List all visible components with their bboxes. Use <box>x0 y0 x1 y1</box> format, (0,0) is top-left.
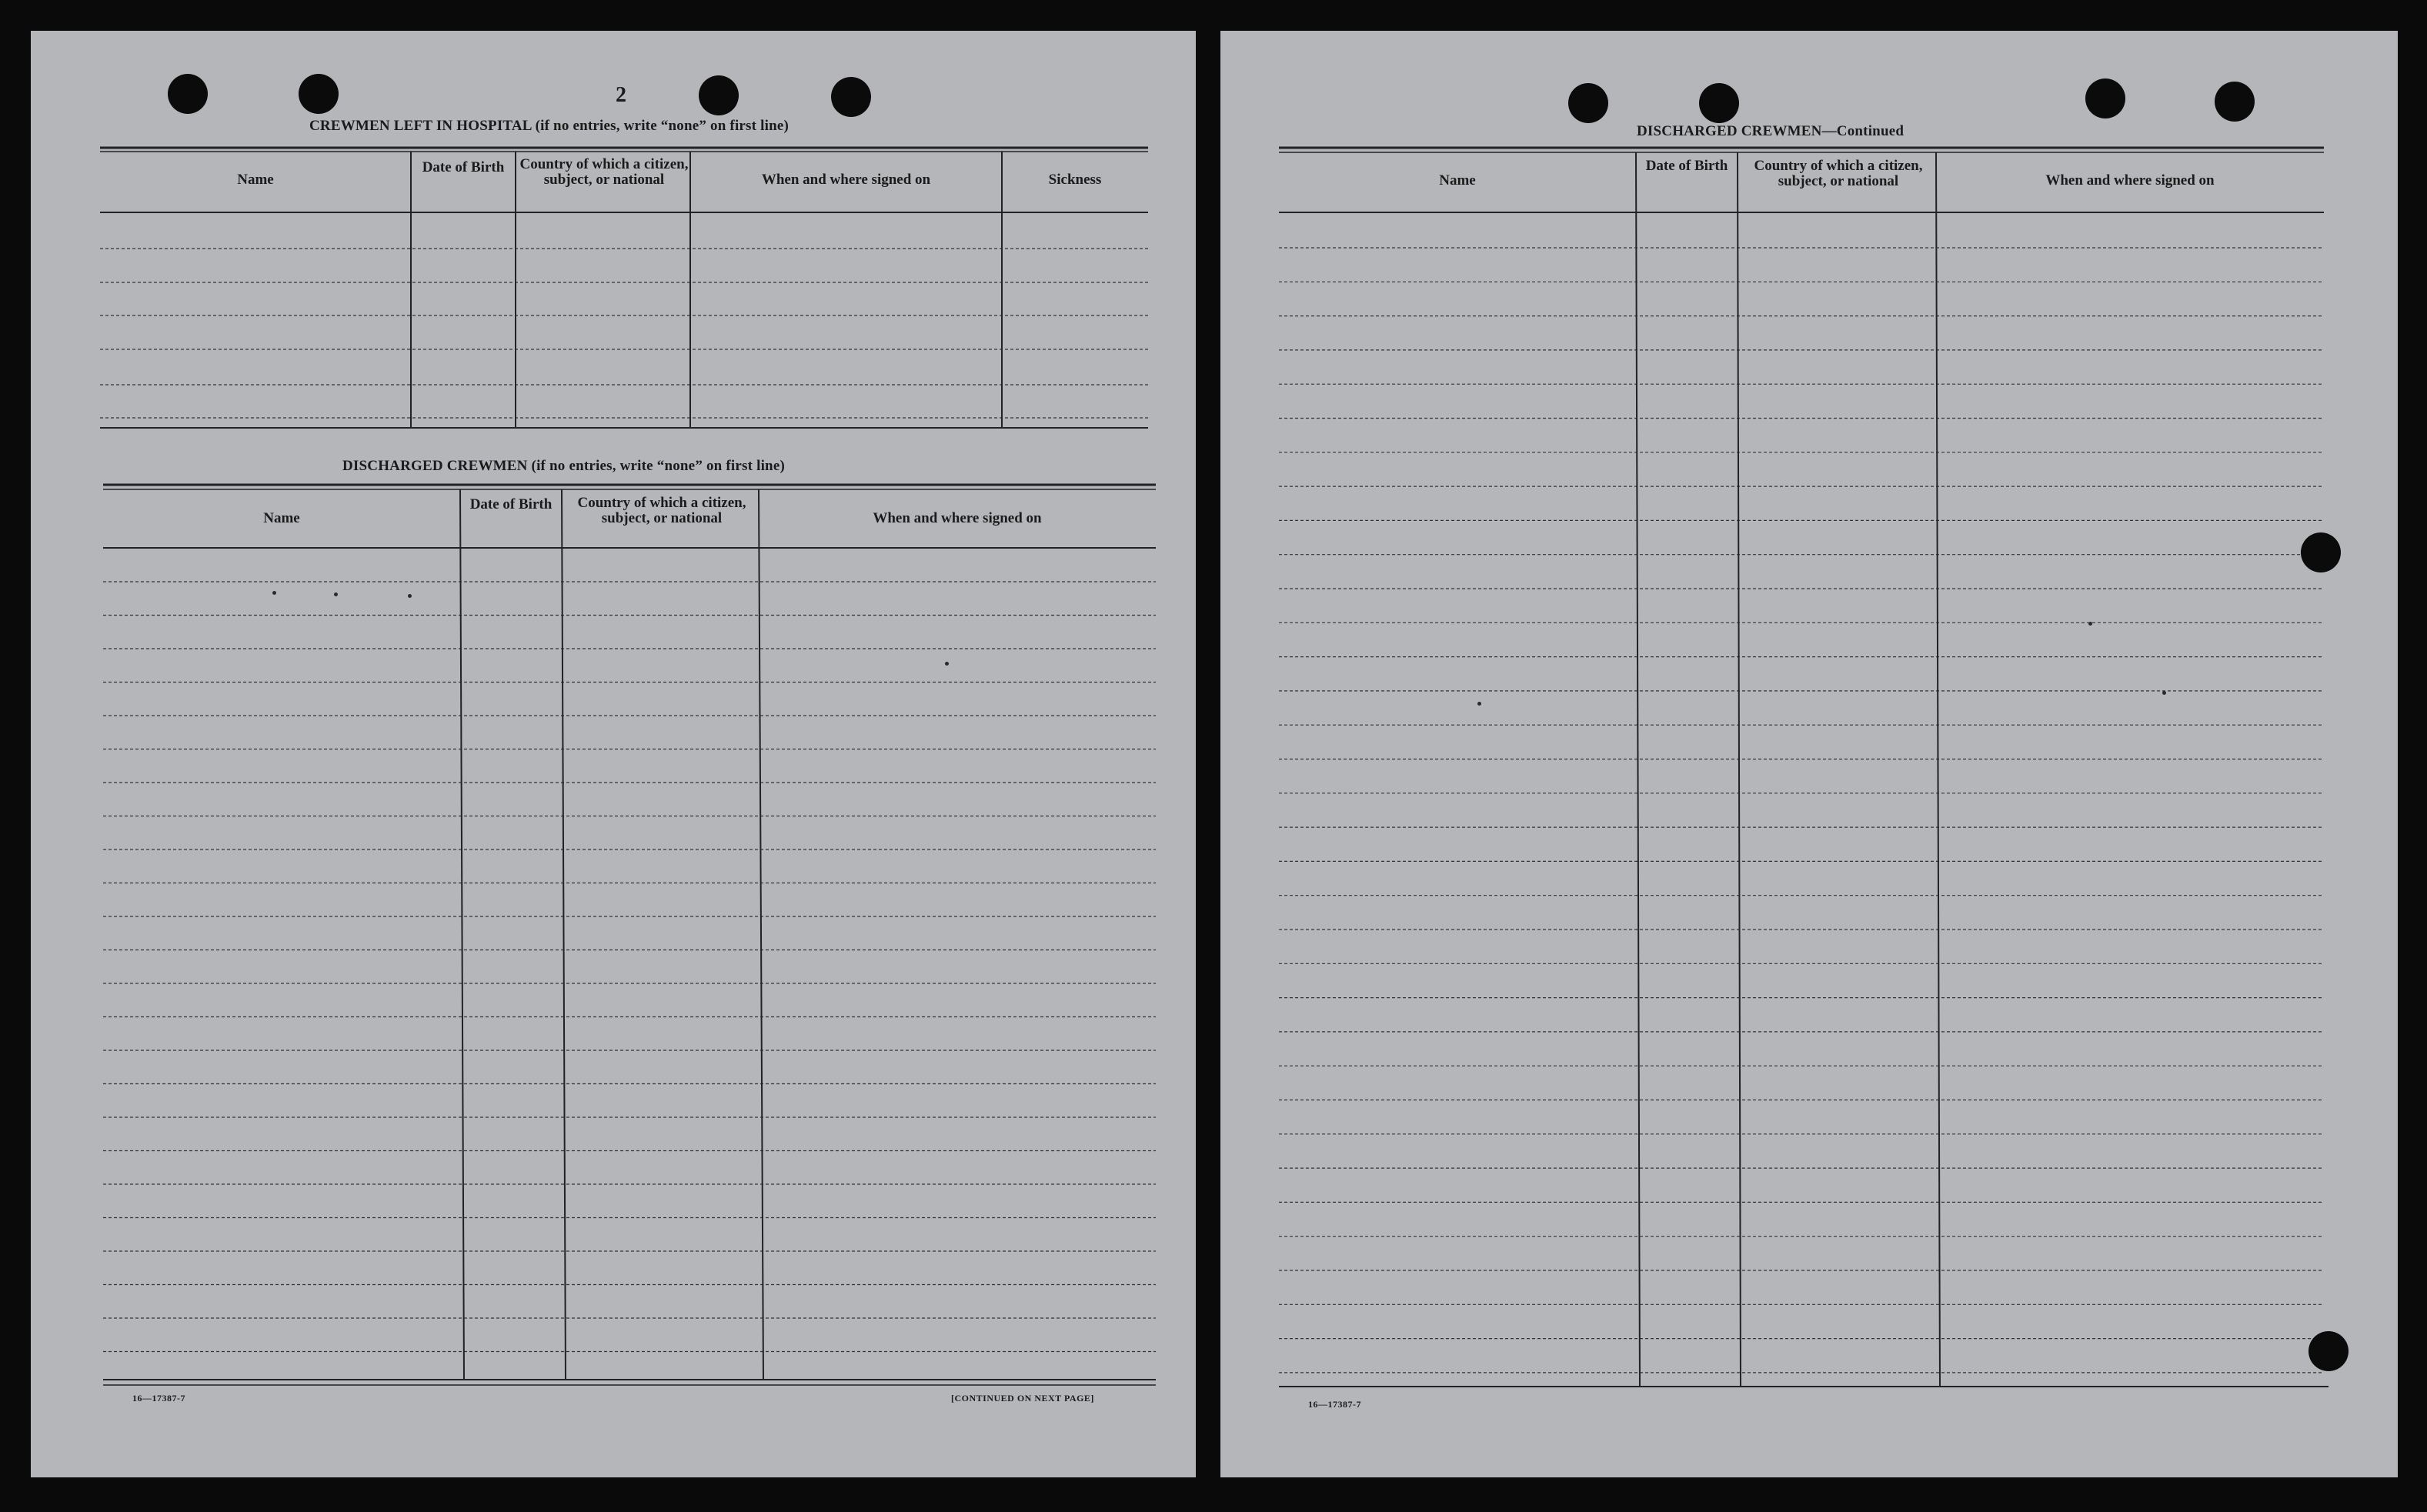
continued-note: [CONTINUED ON NEXT PAGE] <box>951 1393 1094 1404</box>
punch-hole <box>2085 78 2125 118</box>
punch-hole <box>699 75 739 115</box>
punch-hole <box>1568 83 1608 123</box>
punch-hole <box>1699 83 1739 123</box>
ink-speck <box>408 594 412 598</box>
right-col-date-of-birth: Date of Birth <box>1645 158 1728 174</box>
form-number: 16—17387-7 <box>132 1393 185 1404</box>
right-page <box>1220 31 2398 1477</box>
right-table-grid <box>1220 31 2398 1477</box>
discharged-col-date-of-birth: Date of Birth <box>469 496 553 512</box>
hospital-col-sickness: Sickness <box>1048 172 1102 188</box>
ink-speck <box>2162 691 2166 695</box>
punch-hole <box>2301 532 2341 572</box>
right-col-signed-on: When and where signed on <box>2045 172 2215 189</box>
hospital-section-title: CREWMEN LEFT IN HOSPITAL (if no entries, write “none” on first line) <box>309 118 790 134</box>
discharged-col-signed-on: When and where signed on <box>873 510 1042 526</box>
right-col-name: Name <box>1439 172 1476 189</box>
punch-hole <box>299 74 339 114</box>
ink-speck <box>945 662 949 666</box>
left-page <box>31 31 1196 1477</box>
ink-speck <box>1477 702 1481 706</box>
punch-hole <box>168 74 208 114</box>
form-number: 16—17387-7 <box>1308 1399 1361 1410</box>
discharged-col-country: Country of which a citizen, subject, or national <box>577 495 746 526</box>
ink-speck <box>2088 622 2092 626</box>
discharged-section-title: DISCHARGED CREWMEN (if no entries, write “none” on first line) <box>342 458 785 474</box>
hospital-col-date-of-birth: Date of Birth <box>422 159 505 175</box>
discharged-table-grid <box>31 31 1196 1477</box>
right-col-country: Country of which a citizen, subject, or national <box>1754 158 1923 189</box>
punch-hole <box>2308 1331 2349 1371</box>
ink-speck <box>334 592 338 596</box>
discharged-col-name: Name <box>263 510 300 526</box>
hospital-col-name: Name <box>237 172 274 188</box>
right-section-title: DISCHARGED CREWMEN—Continued <box>1637 123 1905 139</box>
hospital-col-country: Country of which a citizen, subject, or national <box>519 156 689 188</box>
punch-hole <box>831 77 871 117</box>
ink-speck <box>272 591 276 595</box>
punch-hole <box>2215 82 2255 122</box>
hospital-col-signed-on: When and where signed on <box>761 172 931 188</box>
page-number: 2 <box>616 83 626 107</box>
